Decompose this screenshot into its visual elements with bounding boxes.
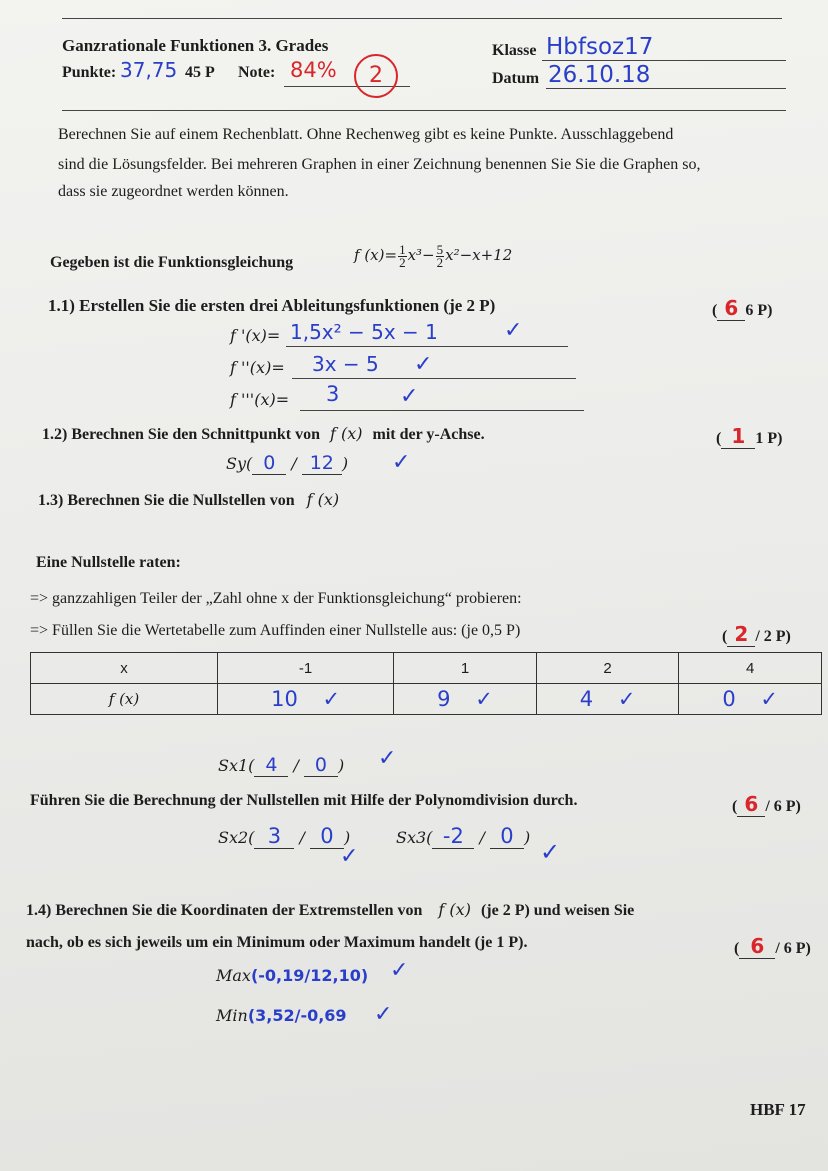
table-score-value: 2 bbox=[727, 622, 755, 647]
derivative-2-label: f ''(x)= bbox=[230, 358, 285, 377]
intro-line-3: dass sie zugeordnet werden können. bbox=[58, 183, 289, 200]
derivative-1-line bbox=[286, 346, 568, 347]
maximum-point bbox=[216, 966, 368, 986]
task-1-2-title-text: 1.2) Berechnen Sie den Schnittpunkt von bbox=[42, 426, 320, 443]
root-1-label: Sx1( bbox=[218, 756, 255, 775]
task-1-4-score-value: 6 bbox=[739, 934, 775, 959]
task-1-4-text: 1.4) Berechnen Sie die Koordinaten der Extremstellen von bbox=[26, 902, 423, 919]
intro-line-1: Berechnen Sie auf einem Rechenblatt. Ohne Rechenweg gibt es keine Punkte. Ausschlaggebend bbox=[58, 126, 674, 143]
derivative-2-answer: 3x − 5 bbox=[312, 352, 379, 376]
task-1-2-func: f (x) bbox=[329, 424, 363, 443]
root-3-check: ✓ bbox=[540, 838, 561, 866]
y-intercept-y: 12 bbox=[302, 452, 342, 475]
task-1-3-title-text: 1.3) Berechnen Sie die Nullstellen von bbox=[38, 492, 295, 509]
table-fx-cell bbox=[536, 684, 679, 715]
derivative-3-line bbox=[300, 410, 584, 411]
polydiv-score-max: / 6 P) bbox=[765, 798, 801, 815]
coef-1-num: 1 bbox=[399, 242, 406, 257]
table-fx-header: f (x) bbox=[31, 684, 218, 715]
coef-2 bbox=[436, 244, 445, 269]
y-intercept-x: 0 bbox=[252, 452, 286, 475]
derivative-1-check: ✓ bbox=[504, 318, 523, 343]
task-1-4-line-1 bbox=[26, 900, 634, 920]
root-3-label: Sx3( bbox=[396, 828, 433, 847]
polydiv-score: ( 6 / 6 P) bbox=[732, 792, 801, 816]
header-bottom-rule bbox=[62, 110, 786, 111]
table-fx-cell bbox=[218, 684, 394, 715]
task-1-2-title-rest: mit der y-Achse. bbox=[372, 426, 485, 443]
hint-2: => Füllen Sie die Wertetabelle zum Auffinden einer Nullstelle aus: (je 0,5 P) bbox=[30, 622, 521, 639]
maximum-answer: (-0,19/12,10) bbox=[250, 966, 369, 985]
term-1: x³− bbox=[407, 245, 435, 264]
coef-2-den: 2 bbox=[436, 255, 444, 270]
hint-1: => ganzzahligen Teiler der „Zahl ohne x der Funktionsgleichung“ probieren: bbox=[30, 590, 522, 607]
task-1-1-score-max: 6 P) bbox=[745, 302, 773, 319]
date-underline bbox=[546, 88, 786, 89]
class-underline bbox=[542, 60, 786, 61]
table-x-header: x bbox=[31, 653, 218, 684]
table-row-fx bbox=[31, 684, 822, 715]
points-max: 45 P bbox=[185, 64, 215, 81]
grade-label: Note: bbox=[238, 64, 276, 81]
coef-2-num: 5 bbox=[436, 242, 444, 257]
root-2-check: ✓ bbox=[340, 844, 359, 869]
table-score: ( 2 / 2 P) bbox=[722, 622, 791, 646]
table-fx-cell bbox=[679, 684, 822, 715]
task-1-1-title: 1.1) Erstellen Sie die ersten drei Ableitungsfunktionen (je 2 P) bbox=[48, 296, 496, 315]
grade-percent: 84% bbox=[290, 58, 337, 82]
task-1-3-title bbox=[38, 490, 339, 510]
table-fx-value: 10 bbox=[271, 687, 298, 711]
polydiv-score-value: 6 bbox=[737, 792, 765, 817]
root-2-y: 0 bbox=[310, 824, 344, 849]
minimum-check: ✓ bbox=[374, 1002, 393, 1027]
root-1-point: Sx1( 4 / 0 ) bbox=[218, 754, 345, 776]
root-3-x: -2 bbox=[432, 824, 474, 849]
footer-code: HBF 17 bbox=[750, 1100, 806, 1119]
table-fx-value: 0 bbox=[722, 687, 736, 711]
points-label: Punkte: bbox=[62, 64, 117, 81]
y-intercept-label: Sy( bbox=[226, 454, 253, 473]
root-3-y: 0 bbox=[490, 824, 524, 849]
class-value: Hbfsoz17 bbox=[546, 34, 654, 60]
derivative-3-answer: 3 bbox=[326, 382, 340, 406]
task-1-1-score-value: 6 bbox=[717, 296, 745, 321]
value-table bbox=[30, 652, 822, 715]
minimum-point bbox=[216, 1006, 347, 1026]
minimum-answer: (3,52/-0,69 bbox=[247, 1006, 347, 1025]
root-1-y: 0 bbox=[304, 754, 338, 777]
task-1-4-line-2: nach, ob es sich jeweils um ein Minimum oder Maximum handelt (je 1 P). bbox=[26, 934, 528, 951]
date-label: Datum bbox=[492, 70, 540, 87]
task-1-4-score: ( 6 / 6 P) bbox=[734, 934, 811, 958]
polydiv-title: Führen Sie die Berechnung der Nullstellen mit Hilfe der Polynomdivision durch. bbox=[30, 792, 578, 809]
table-fx-value: 4 bbox=[579, 687, 594, 711]
table-row-x bbox=[31, 653, 822, 684]
table-fx-check: ✓ bbox=[322, 687, 341, 711]
task-1-2-score-value: 1 bbox=[721, 424, 755, 449]
root-3-point: Sx3( -2 / 0 ) bbox=[396, 824, 531, 848]
task-1-1-score: ( 6 6 P) bbox=[712, 296, 773, 320]
guess-root-title: Eine Nullstelle raten: bbox=[36, 554, 181, 571]
given-equation bbox=[354, 244, 512, 269]
worksheet-title: Ganzrationale Funktionen 3. Grades bbox=[62, 36, 329, 55]
task-1-4-score-max: / 6 P) bbox=[775, 940, 811, 957]
task-1-2-score-max: 1 P) bbox=[755, 430, 783, 447]
coef-1 bbox=[398, 244, 407, 269]
given-label: Gegeben ist die Funktionsgleichung bbox=[50, 254, 294, 271]
root-2-point: Sx2( 3 / 0 ) bbox=[218, 824, 351, 848]
table-x-cell: -1 bbox=[218, 653, 394, 684]
root-2-label: Sx2( bbox=[218, 828, 255, 847]
y-intercept-check: ✓ bbox=[392, 450, 411, 475]
derivative-3-check: ✓ bbox=[400, 384, 419, 409]
equation-lhs: f (x)= bbox=[354, 245, 398, 264]
top-rule bbox=[62, 18, 782, 19]
task-1-2-title bbox=[42, 424, 485, 444]
derivative-1-label: f '(x)= bbox=[230, 326, 281, 345]
table-x-cell: 4 bbox=[679, 653, 822, 684]
intro-line-2: sind die Lösungsfelder. Bei mehreren Graphen in einer Zeichnung benennen Sie Sie die Graphen so, bbox=[58, 156, 701, 173]
derivative-1-answer: 1,5x² − 5x − 1 bbox=[290, 320, 438, 344]
points-value: 37,75 bbox=[120, 58, 178, 82]
maximum-label: Max bbox=[216, 966, 251, 985]
coef-1-den: 2 bbox=[399, 255, 406, 270]
minimum-label: Min bbox=[216, 1006, 248, 1025]
maximum-check: ✓ bbox=[390, 958, 409, 983]
y-intercept-point: Sy( 0 / 12 ) bbox=[226, 452, 349, 474]
table-fx-check: ✓ bbox=[760, 687, 779, 711]
table-fx-check: ✓ bbox=[617, 687, 636, 711]
derivative-2-check: ✓ bbox=[414, 352, 433, 377]
class-label: Klasse bbox=[492, 42, 537, 59]
task-1-4-text-rest: (je 2 P) und weisen Sie bbox=[480, 902, 635, 919]
table-fx-check: ✓ bbox=[475, 687, 493, 711]
derivative-3-label: f '''(x)= bbox=[230, 390, 290, 409]
root-1-check: ✓ bbox=[378, 746, 397, 771]
root-1-x: 4 bbox=[254, 754, 288, 777]
table-x-cell: 2 bbox=[536, 653, 679, 684]
table-score-max: / 2 P) bbox=[755, 628, 791, 645]
table-fx-cell bbox=[394, 684, 537, 715]
root-2-x: 3 bbox=[254, 824, 294, 849]
term-2: x²−x+12 bbox=[445, 245, 513, 264]
grade-value-circled: 2 bbox=[354, 54, 398, 98]
date-value: 26.10.18 bbox=[548, 62, 651, 88]
table-fx-value: 9 bbox=[437, 687, 451, 711]
task-1-4-func: f (x) bbox=[438, 900, 471, 919]
derivative-2-line bbox=[292, 378, 576, 379]
table-x-cell: 1 bbox=[394, 653, 537, 684]
task-1-2-score: ( 1 1 P) bbox=[716, 424, 783, 448]
task-1-3-func: f (x) bbox=[306, 490, 340, 509]
